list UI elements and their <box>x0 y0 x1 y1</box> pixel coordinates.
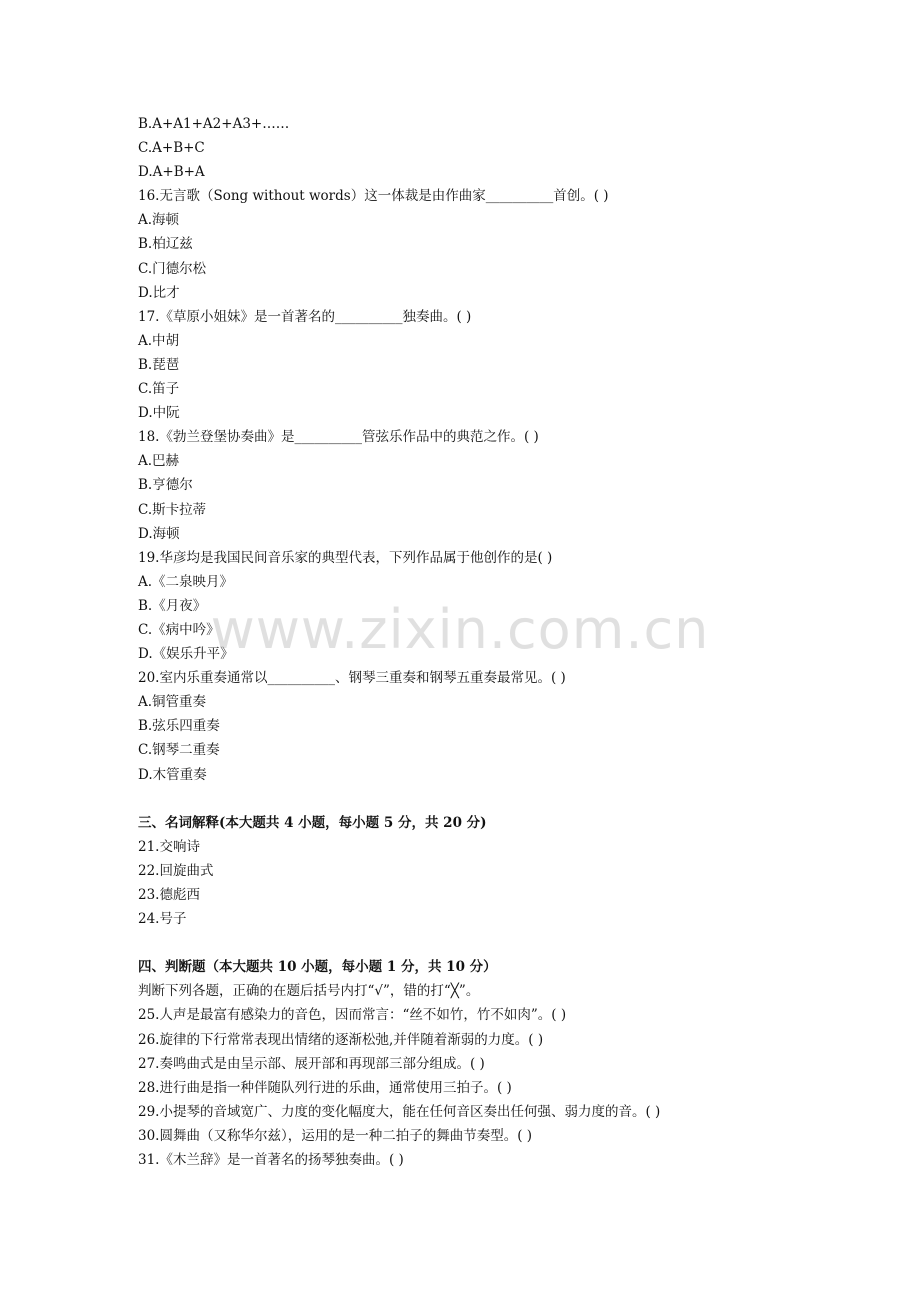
judgment-item: 27.奏鸣曲式是由呈示部、展开部和再现部三部分组成。( ) <box>138 1055 485 1072</box>
q16-stem: 16.无言歌（Song without words）这一体裁是由作曲家__________首创。( ) <box>138 188 609 205</box>
q16-option-a: A.海顿 <box>138 212 180 229</box>
section-spacer <box>138 787 838 811</box>
q15-option-c: C.A+B+C <box>138 140 205 157</box>
q20-option-b: B.弦乐四重奏 <box>138 718 220 735</box>
q18-option-d: D.海顿 <box>138 525 180 542</box>
section4-instruction: 判断下列各题，正确的在题后括号内打“√”，错的打“╳”。 <box>138 983 480 1000</box>
section4-heading: 四、判断题（本大题共 10 小题，每小题 1 分，共 10 分） <box>138 959 497 976</box>
q20-stem: 20.室内乐重奏通常以__________、钢琴三重奏和钢琴五重奏最常见。( ) <box>138 670 566 687</box>
judgment-item: 31.《木兰辞》是一首著名的扬琴独奏曲。( ) <box>138 1152 404 1169</box>
q16-option-d: D.比才 <box>138 284 180 301</box>
judgment-item: 25.人声是最富有感染力的音色，因而常言：“丝不如竹，竹不如肉”。( ) <box>138 1007 567 1024</box>
term-item: 21.交响诗 <box>138 838 200 855</box>
q17-option-a: A.中胡 <box>138 332 180 349</box>
q20-option-a: A.铜管重奏 <box>138 694 207 711</box>
q16-option-c: C.门德尔松 <box>138 260 207 277</box>
q18-option-c: C.斯卡拉蒂 <box>138 501 207 518</box>
q18-option-a: A.巴赫 <box>138 453 180 470</box>
q19-stem: 19.华彦均是我国民间音乐家的典型代表，下列作品属于他创作的是( ) <box>138 549 553 566</box>
q18-option-b: B.亨德尔 <box>138 477 193 494</box>
q19-option-c: C.《病中吟》 <box>138 621 220 638</box>
q19-option-b: B.《月夜》 <box>138 597 207 614</box>
term-item: 23.德彪西 <box>138 887 200 903</box>
term-item: 24.号子 <box>138 911 187 928</box>
judgment-item: 30.圆舞曲（又称华尔兹），运用的是一种二拍子的舞曲节奏型。( ) <box>138 1127 533 1144</box>
q17-option-c: C.笛子 <box>138 381 180 398</box>
term-item: 22.回旋曲式 <box>138 862 214 879</box>
q17-stem: 17.《草原小姐妹》是一首著名的__________独奏曲。( ) <box>138 308 472 325</box>
q15-option-b: B.A+A1+A2+A3+…… <box>138 116 290 132</box>
section3-heading: 三、名词解释(本大题共 4 小题，每小题 5 分，共 20 分) <box>138 814 487 831</box>
q20-option-d: D.木管重奏 <box>138 766 207 783</box>
q19-option-a: A.《二泉映月》 <box>138 573 234 590</box>
judgment-item: 26.旋律的下行常常表现出情绪的逐渐松弛,并伴随着渐弱的力度。( ) <box>138 1031 544 1048</box>
q17-option-b: B.琵琶 <box>138 356 180 373</box>
q19-option-d: D.《娱乐升平》 <box>138 646 234 663</box>
q18-stem: 18.《勃兰登堡协奏曲》是__________管弦乐作品中的典范之作。( ) <box>138 429 539 446</box>
section-spacer <box>138 931 838 955</box>
document-page <box>138 112 838 1172</box>
judgment-item: 29.小提琴的音域宽广、力度的变化幅度大，能在任何音区奏出任何强、弱力度的音。( ) <box>138 1103 661 1120</box>
q15-option-d: D.A+B+A <box>138 164 205 181</box>
q20-option-c: C.钢琴二重奏 <box>138 742 220 759</box>
judgment-item: 28.进行曲是指一种伴随队列行进的乐曲，通常使用三拍子。( ) <box>138 1079 512 1096</box>
watermark: www.zixin.com.cn <box>210 598 710 661</box>
q17-option-d: D.中阮 <box>138 405 180 422</box>
q16-option-b: B.柏辽兹 <box>138 236 193 253</box>
